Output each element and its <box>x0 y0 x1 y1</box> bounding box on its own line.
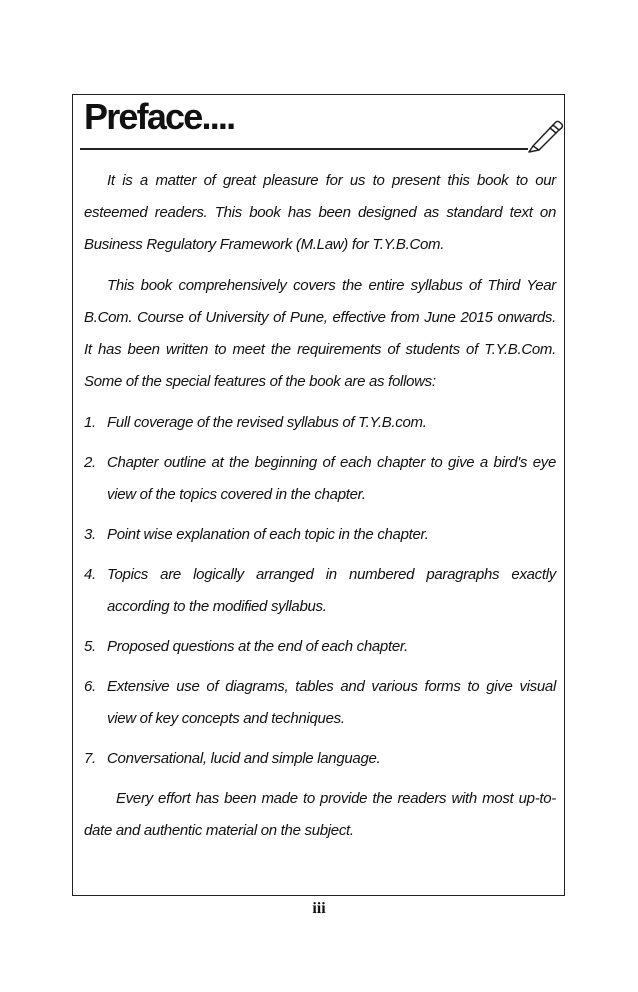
list-item-text: Point wise explanation of each topic in the chapter. <box>107 526 429 543</box>
list-item <box>84 671 556 735</box>
list-item-text: Conversational, lucid and simple language. <box>107 750 381 767</box>
pen-icon <box>526 119 564 153</box>
list-item-number: 7. <box>84 750 96 767</box>
list-item <box>84 743 556 775</box>
list-item-text: Topics are logically arranged in numbered paragraphs exactly according to the modified syllabus. <box>107 566 556 615</box>
list-item-number: 4. <box>84 566 96 583</box>
intro-paragraph: It is a matter of great pleasure for us to present this book to our esteemed readers. This book has been designed as standard text on Business Regulatory Framework (M.Law) for T.Y.B.Com. <box>84 172 556 253</box>
list-item <box>84 519 556 551</box>
preface-body <box>84 165 556 856</box>
list-item <box>84 631 556 663</box>
syllabus-paragraph: This book comprehensively covers the entire syllabus of Third Year B.Com. Course of University of Pune, effective from June 2015 onwards. It has been written to meet the requirements of students of T.Y.B.Com. Some of the special features of the book are as follows: <box>84 277 556 390</box>
list-item-number: 5. <box>84 638 96 655</box>
list-item-number: 1. <box>84 414 96 431</box>
list-item <box>84 447 556 511</box>
list-item <box>84 559 556 623</box>
features-list <box>84 407 556 775</box>
list-item-text: Full coverage of the revised syllabus of T.Y.B.com. <box>107 414 427 431</box>
list-item-text: Extensive use of diagrams, tables and various forms to give visual view of key concepts and techniques. <box>107 678 556 727</box>
list-item-number: 2. <box>84 454 96 471</box>
page-number: iii <box>312 900 326 917</box>
title-underline <box>80 148 528 150</box>
list-item <box>84 407 556 439</box>
closing-paragraph: Every effort has been made to provide the readers with most up-to-date and authentic material on the subject. <box>84 790 556 839</box>
list-item-text: Chapter outline at the beginning of each chapter to give a bird's eye view of the topics covered in the chapter. <box>107 454 556 503</box>
list-item-number: 3. <box>84 526 96 543</box>
list-item-text: Proposed questions at the end of each chapter. <box>107 638 408 655</box>
list-item-number: 6. <box>84 678 96 695</box>
page-title: Preface.... <box>84 96 235 137</box>
